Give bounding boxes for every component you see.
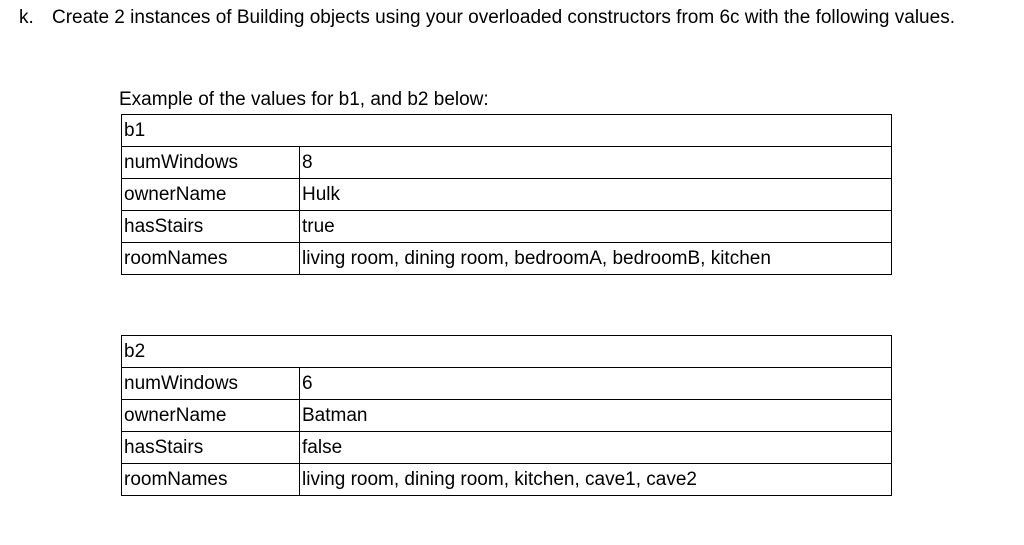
field-value: 8 (300, 147, 892, 179)
field-key: hasStairs (122, 211, 300, 243)
table-row (122, 368, 892, 400)
table-row (122, 464, 892, 496)
task-marker: k. (19, 7, 34, 28)
table-row (122, 211, 892, 243)
field-key: numWindows (122, 147, 300, 179)
field-value: living room, dining room, bedroomA, bedroomB, kitchen (300, 243, 892, 275)
table-header-row (122, 336, 892, 368)
table-row (122, 147, 892, 179)
field-key: ownerName (122, 400, 300, 432)
field-key: hasStairs (122, 432, 300, 464)
field-value: Hulk (300, 179, 892, 211)
table-row (122, 432, 892, 464)
field-value: Batman (300, 400, 892, 432)
field-key: ownerName (122, 179, 300, 211)
table-header-row (122, 115, 892, 147)
table-row (122, 400, 892, 432)
field-value: 6 (300, 368, 892, 400)
field-value: living room, dining room, kitchen, cave1, cave2 (300, 464, 892, 496)
field-key: roomNames (122, 243, 300, 275)
field-value: true (300, 211, 892, 243)
table-name: b1 (122, 115, 892, 147)
table-b1 (121, 114, 892, 275)
example-intro: Example of the values for b1, and b2 below: (119, 89, 489, 110)
table-row (122, 243, 892, 275)
table-name: b2 (122, 336, 892, 368)
field-key: roomNames (122, 464, 300, 496)
field-value: false (300, 432, 892, 464)
task-instruction: Create 2 instances of Building objects using your overloaded constructors from 6c with the following values. (52, 7, 955, 28)
table-b2 (121, 335, 892, 496)
table-row (122, 179, 892, 211)
field-key: numWindows (122, 368, 300, 400)
